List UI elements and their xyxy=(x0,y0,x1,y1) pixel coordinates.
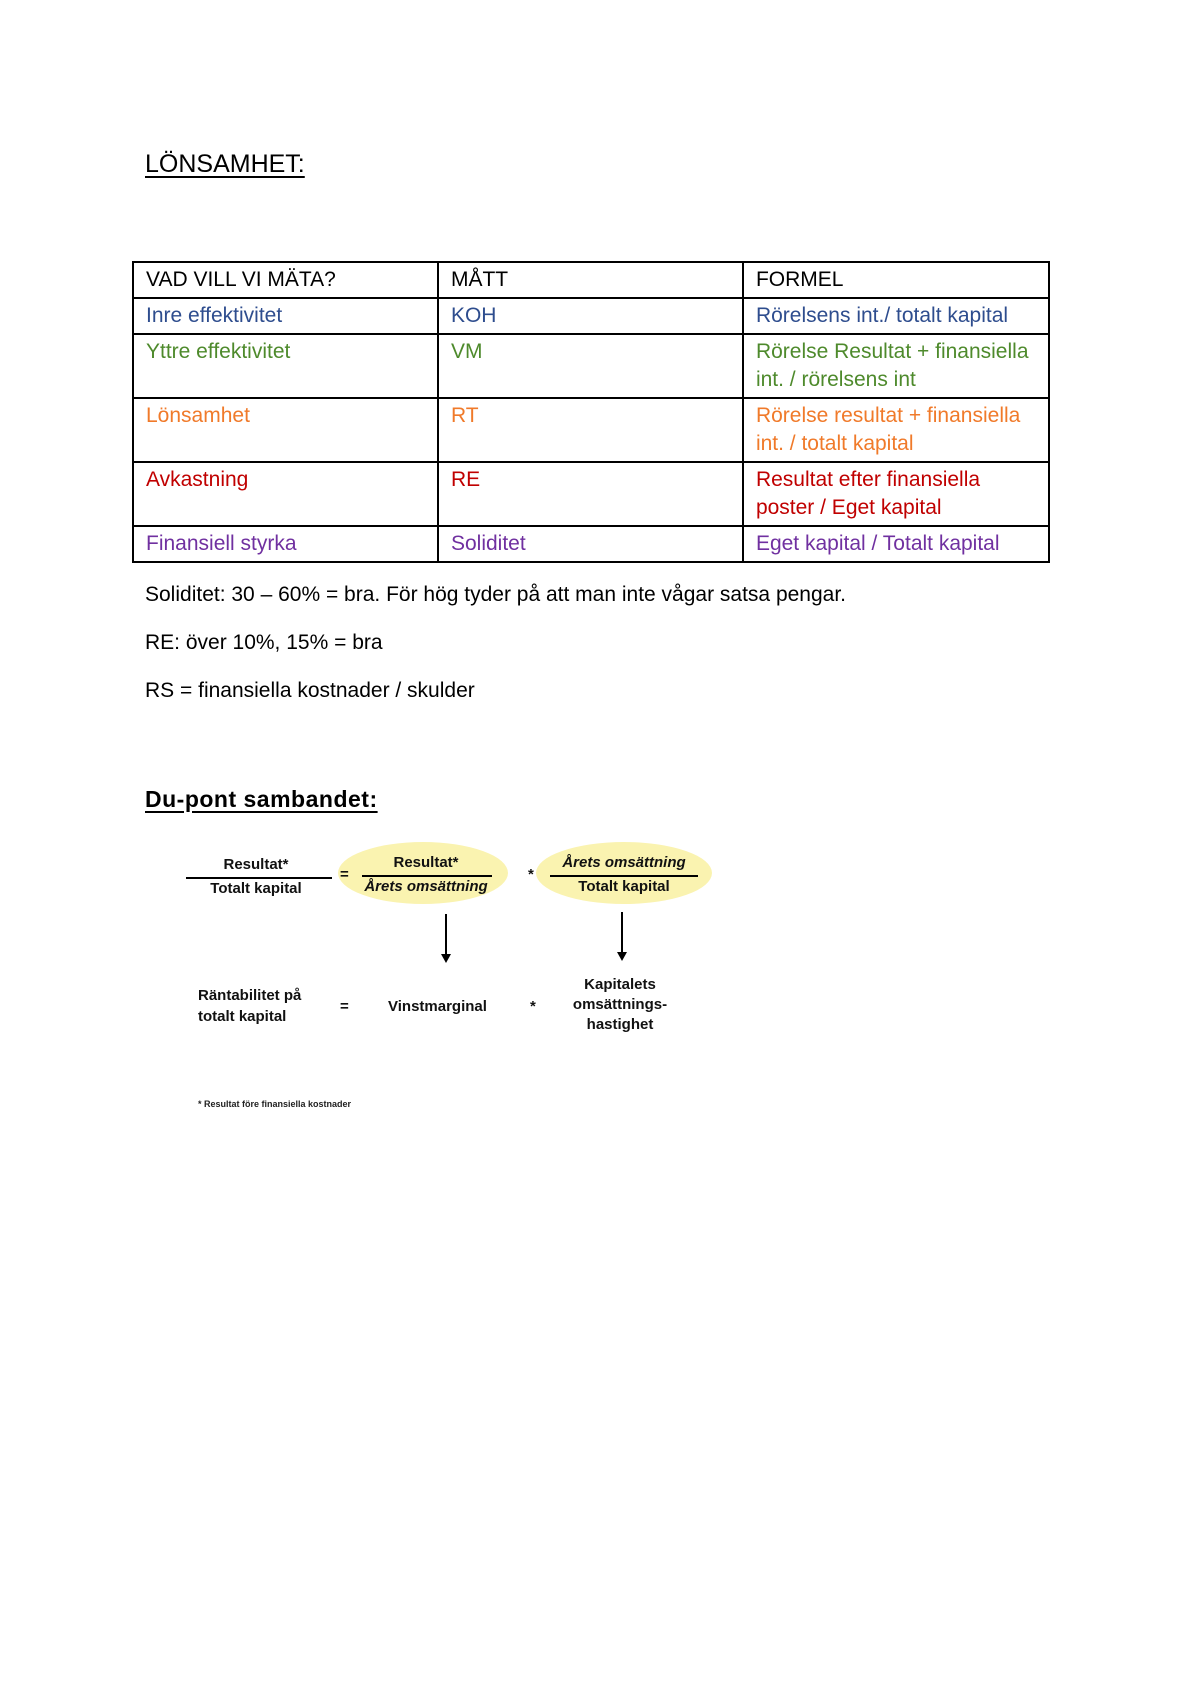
multiply-sign-bottom: * xyxy=(530,998,536,1015)
table-row xyxy=(133,526,1049,562)
bottom-right-line3: hastighet xyxy=(586,1016,654,1033)
kpi-table xyxy=(132,261,1050,563)
page-title: LÖNSAMHET: xyxy=(145,150,305,178)
equals-sign-bottom: = xyxy=(340,998,349,1015)
table-row xyxy=(133,298,1049,334)
diagram-footnote: * Resultat före finansiella kostnader xyxy=(198,1099,352,1109)
left-numerator: Resultat* xyxy=(223,856,289,873)
bottom-left-line1: Räntabilitet på xyxy=(198,987,302,1004)
cell-formula: Rörelsens int./ totalt kapital xyxy=(743,298,1049,334)
cell-formula: Resultat efter finansiella poster / Eget kapital xyxy=(743,462,1049,526)
multiply-sign-top: * xyxy=(528,866,534,883)
table-row xyxy=(133,398,1049,462)
arrow-down-icon xyxy=(441,954,451,963)
bottom-middle: Vinstmarginal xyxy=(388,998,487,1015)
note-re: RE: över 10%, 15% = bra xyxy=(145,631,383,654)
cell-what: Inre effektivitet xyxy=(133,298,438,334)
notes xyxy=(145,583,846,727)
cell-measure: KOH xyxy=(438,298,743,334)
cell-measure: RT xyxy=(438,398,743,462)
middle-fraction-bar xyxy=(362,875,492,877)
cell-formula: Eget kapital / Totalt kapital xyxy=(743,526,1049,562)
middle-numerator: Resultat* xyxy=(393,854,459,871)
cell-what: Yttre effektivitet xyxy=(133,334,438,398)
table-row xyxy=(133,334,1049,398)
bottom-left-line2: totalt kapital xyxy=(198,1008,287,1025)
header-measure: MÅTT xyxy=(438,262,743,298)
table-header-row xyxy=(133,262,1049,298)
dupont-diagram xyxy=(180,842,740,1122)
cell-what: Lönsamhet xyxy=(133,398,438,462)
left-denominator: Totalt kapital xyxy=(210,880,302,897)
header-formula: FORMEL xyxy=(743,262,1049,298)
arrow-down-icon xyxy=(617,952,627,961)
right-numerator: Årets omsättning xyxy=(562,854,686,871)
cell-formula: Rörelse Resultat + finansiella int. / rörelsens int xyxy=(743,334,1049,398)
cell-measure: VM xyxy=(438,334,743,398)
left-fraction-bar xyxy=(186,877,332,879)
cell-what: Finansiell styrka xyxy=(133,526,438,562)
note-soliditet: Soliditet: 30 – 60% = bra. För hög tyder på att man inte vågar satsa pengar. xyxy=(145,583,847,606)
arrow-line-margin xyxy=(445,914,447,956)
note-rs: RS = finansiella kostnader / skulder xyxy=(145,679,475,702)
cell-what: Avkastning xyxy=(133,462,438,526)
header-what: VAD VILL VI MÄTA? xyxy=(133,262,438,298)
right-denominator: Totalt kapital xyxy=(578,878,670,895)
arrow-line-turnover xyxy=(621,912,623,954)
cell-formula: Rörelse resultat + finansiella int. / totalt kapital xyxy=(743,398,1049,462)
table-row xyxy=(133,462,1049,526)
cell-measure: Soliditet xyxy=(438,526,743,562)
dupont-title: Du-pont sambandet: xyxy=(145,786,378,812)
bottom-right-line2: omsättnings- xyxy=(572,996,668,1013)
middle-denominator: Årets omsättning xyxy=(364,878,488,895)
right-fraction-bar xyxy=(550,875,698,877)
bottom-right-line1: Kapitalets xyxy=(584,976,656,993)
cell-measure: RE xyxy=(438,462,743,526)
equals-sign-top: = xyxy=(340,866,349,883)
